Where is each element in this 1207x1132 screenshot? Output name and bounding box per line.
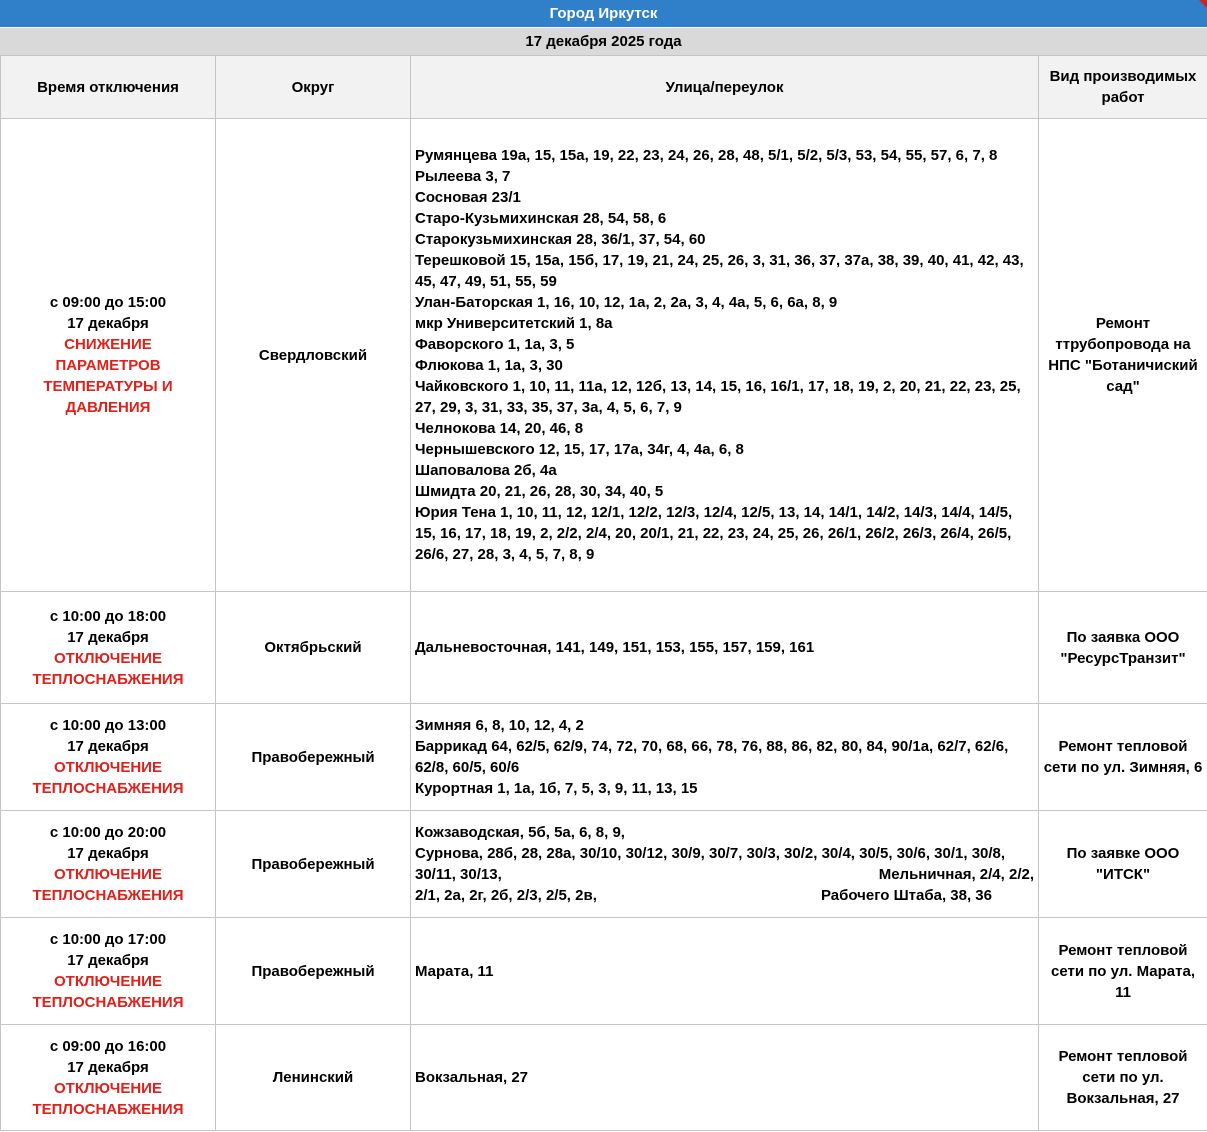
table-row xyxy=(1,811,1207,918)
date-bar xyxy=(0,28,1207,56)
time-cell xyxy=(1,811,216,918)
time-range: с 09:00 до 16:00 xyxy=(49,1037,167,1055)
street-line: Старо-Кузьмихинская 28, 54, 58, 6 xyxy=(415,210,667,227)
status-label: ОТКЛЮЧЕНИЕ ТЕПЛОСНАБЖЕНИЯ xyxy=(32,866,184,904)
district-cell: Правобережный xyxy=(216,811,411,918)
status-label: ОТКЛЮЧЕНИЕ ТЕПЛОСНАБЖЕНИЯ xyxy=(32,973,184,1011)
time-range: с 09:00 до 15:00 xyxy=(49,294,167,311)
day-label: 17 декабря xyxy=(67,628,149,646)
street-line: Флюкова 1, 1а, 3, 30 xyxy=(415,357,563,374)
street-line: Румянцева 19а, 15, 15а, 19, 22, 23, 24, 26, 28, 48, 5/1, 5/2, 5/3, 53, 54, 55, 57, 6, 7, 8 xyxy=(415,147,998,164)
district-cell: Ленинский xyxy=(216,1025,411,1131)
time-range: с 10:00 до 17:00 xyxy=(49,931,167,948)
work-cell: Ремонт тепловой сети по ул. Зимняя, 6 xyxy=(1039,704,1207,811)
work-cell: По заявке ООО "ИТСК" xyxy=(1039,811,1207,918)
street-fragment: 30/11, 30/13, xyxy=(415,866,502,883)
outage-table xyxy=(0,55,1207,1131)
day-label: 17 декабря xyxy=(67,1058,149,1076)
street-line xyxy=(415,885,1034,906)
street-line xyxy=(415,864,1034,885)
streets-cell xyxy=(411,918,1039,1025)
corner-marker-icon xyxy=(1199,0,1207,8)
street-line: мкр Университетский 1, 8а xyxy=(415,315,613,332)
table-row xyxy=(1,704,1207,811)
city-title-bar xyxy=(0,0,1207,28)
table-row xyxy=(1,918,1207,1025)
street-line: Шмидта 20, 21, 26, 28, 30, 34, 40, 5 xyxy=(415,483,664,500)
table-row xyxy=(1,119,1207,592)
time-cell xyxy=(1,119,216,592)
table-row xyxy=(1,592,1207,704)
street-line: Чернышевского 12, 15, 17, 17а, 34г, 4, 4а, 6, 8 xyxy=(415,441,744,458)
street-line: Сосновая 23/1 xyxy=(415,189,521,206)
street-line: Кожзаводская, 5б, 5а, 6, 8, 9, xyxy=(415,824,625,841)
district-cell: Свердловский xyxy=(216,119,411,592)
status-label: ОТКЛЮЧЕНИЕ ТЕПЛОСНАБЖЕНИЯ xyxy=(32,1079,184,1118)
column-header-work: Вид производимых работ xyxy=(1039,56,1207,119)
street-line: Шаповалова 2б, 4а xyxy=(415,462,557,479)
street-line: Сурнова, 28б, 28, 28а, 30/10, 30/12, 30/9, 30/7, 30/3, 30/2, 30/4, 30/5, 30/6, 30/1, 30/8, xyxy=(415,845,1006,862)
status-label: ОТКЛЮЧЕНИЕ ТЕПЛОСНАБЖЕНИЯ xyxy=(32,649,184,688)
table-header-row xyxy=(1,56,1207,119)
day-label: 17 декабря xyxy=(67,952,149,969)
time-cell xyxy=(1,918,216,1025)
street-line: Улан-Баторская 1, 16, 10, 12, 1а, 2, 2а, 3, 4, 4а, 5, 6, 6а, 8, 9 xyxy=(415,294,838,311)
streets-cell xyxy=(411,1025,1039,1131)
time-range: с 10:00 до 20:00 xyxy=(49,824,167,841)
district-cell: Правобережный xyxy=(216,704,411,811)
column-header-time: Время отключения xyxy=(1,56,216,119)
day-label: 17 декабря xyxy=(67,315,149,332)
column-header-street: Улица/переулок xyxy=(411,56,1039,119)
street-line: Фаворского 1, 1а, 3, 5 xyxy=(415,336,575,353)
work-cell: По заявка ООО "РесурсТранзит" xyxy=(1039,592,1207,704)
street-line: Терешковой 15, 15а, 15б, 17, 19, 21, 24, 25, 26, 3, 31, 36, 37, 37а, 38, 39, 40, 41, 42, 43, 45, 47, 49, 51, 55, 59 xyxy=(415,252,1024,290)
time-cell xyxy=(1,704,216,811)
street-line: Рылеева 3, 7 xyxy=(415,168,511,185)
schedule-date: 17 декабря 2025 года xyxy=(525,33,682,50)
street-line: Зимняя 6, 8, 10, 12, 4, 2 xyxy=(415,717,584,734)
street-line: Старокузьмихинская 28, 36/1, 37, 54, 60 xyxy=(415,231,706,248)
street-line: Курортная 1, 1а, 1б, 7, 5, 3, 9, 11, 13, 15 xyxy=(415,780,698,797)
work-cell: Ремонт тепловой сети по ул. Марата, 11 xyxy=(1039,918,1207,1025)
work-cell: Ремонт ттрубопровода на НПС "Ботаничиский сад" xyxy=(1039,119,1207,592)
time-range: с 10:00 до 13:00 xyxy=(49,717,167,734)
day-label: 17 декабря xyxy=(67,738,149,755)
street-line: Челнокова 14, 20, 46, 8 xyxy=(415,420,584,437)
district-cell: Октябрьский xyxy=(216,592,411,704)
street-line: Чайковского 1, 10, 11, 11а, 12, 12б, 13, 14, 15, 16, 16/1, 17, 18, 19, 2, 20, 21, 22, 23, 25, 27, 29, 3, 31, 33, 35, 37, 3а, 4, 5, 6, 7, 9 xyxy=(415,378,1021,416)
status-label: СНИЖЕНИЕ ПАРАМЕТРОВ ТЕМПЕРАТУРЫ И ДАВЛЕНИЯ xyxy=(43,336,173,416)
street-line: Вокзальная, 27 xyxy=(415,1069,529,1086)
day-label: 17 декабря xyxy=(67,845,149,862)
status-label: ОТКЛЮЧЕНИЕ ТЕПЛОСНАБЖЕНИЯ xyxy=(32,759,184,797)
street-line: Баррикад 64, 62/5, 62/9, 74, 72, 70, 68, 66, 78, 76, 88, 86, 82, 80, 84, 90/1а, 62/7, 62/6, 62/8, 60/5, 60/6 xyxy=(415,738,1009,776)
streets-cell xyxy=(411,811,1039,918)
street-fragment: Мельничная, 2/4, 2/2, xyxy=(878,866,1034,883)
time-cell xyxy=(1,1025,216,1131)
time-cell xyxy=(1,592,216,704)
street-line: Юрия Тена 1, 10, 11, 12, 12/1, 12/2, 12/3, 12/4, 12/5, 13, 14, 14/1, 14/2, 14/3, 14/4, 14/5, 15, 16, 17, 18, 19, 2, 2/2, 2/4, 20, 20/1, 21, 22, 23, 24, 25, 26, 26/1, 26/2, 26/3, 26/4, 26/5, 26/6, 27, 28, 3, 4, 5, 7, 8, 9 xyxy=(415,504,1013,563)
district-cell: Правобережный xyxy=(216,918,411,1025)
street-fragment: 2/1, 2а, 2г, 2б, 2/3, 2/5, 2в, xyxy=(415,887,597,904)
streets-cell xyxy=(411,119,1039,592)
work-cell: Ремонт тепловой сети по ул. Вокзальная, 27 xyxy=(1039,1025,1207,1131)
street-line: Марата, 11 xyxy=(415,962,494,980)
street-fragment: Рабочего Штаба, 38, 36 xyxy=(820,887,992,904)
streets-cell xyxy=(411,704,1039,811)
time-range: с 10:00 до 18:00 xyxy=(49,607,167,625)
column-header-district: Округ xyxy=(216,56,411,119)
streets-cell xyxy=(411,592,1039,704)
street-line: Дальневосточная, 141, 149, 151, 153, 155, 157, 159, 161 xyxy=(415,639,815,656)
city-title: Город Иркутск xyxy=(549,5,658,22)
table-row xyxy=(1,1025,1207,1131)
